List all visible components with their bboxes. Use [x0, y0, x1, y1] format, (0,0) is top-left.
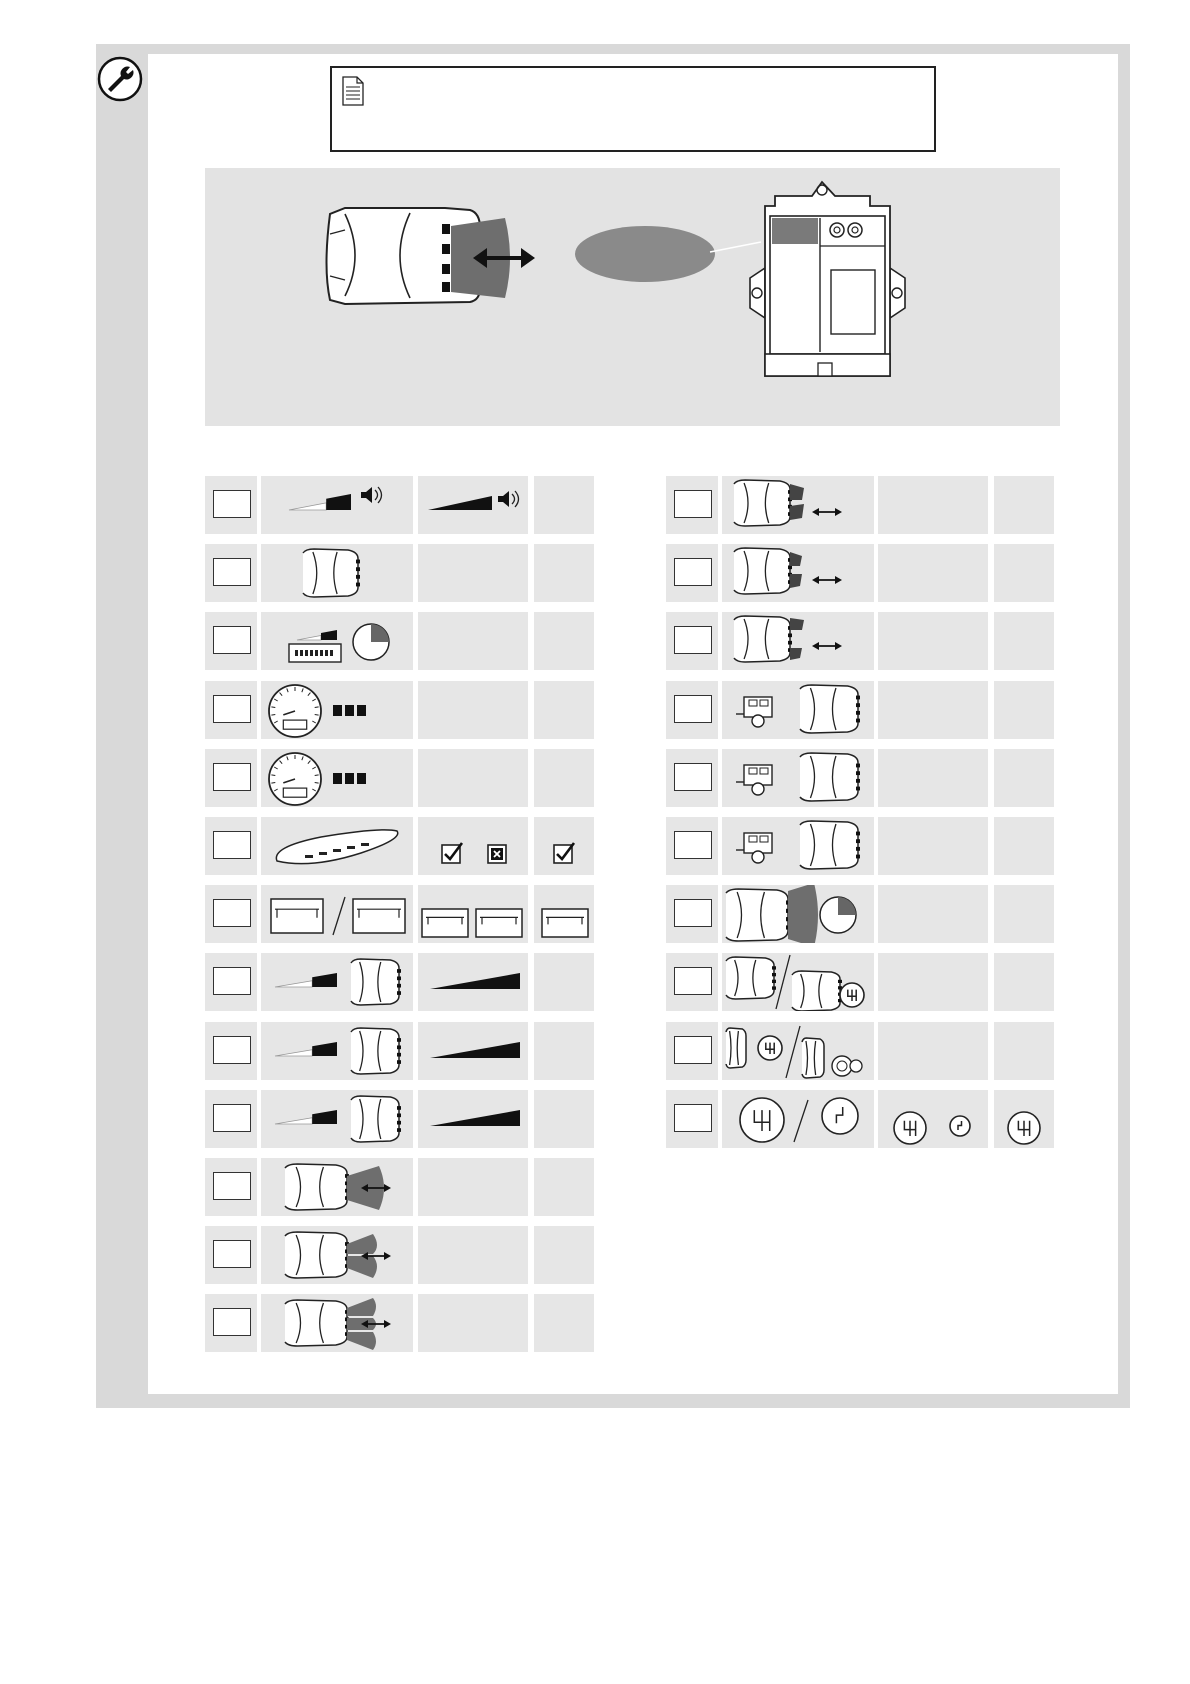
left-row-number-cell — [205, 612, 257, 670]
right-row-option-cell — [994, 681, 1054, 739]
left-row-number-cell — [205, 817, 257, 875]
car-rear-sensor-icon — [327, 208, 536, 304]
right-row-number-cell — [666, 1090, 718, 1148]
left-row-number-cell — [205, 681, 257, 739]
right-row-number-cell — [666, 885, 718, 943]
right-row-number-cell — [666, 544, 718, 602]
left-row-option-cell — [534, 1022, 594, 1080]
left-row-default-cell — [418, 476, 528, 534]
left-row-number-box[interactable] — [213, 763, 251, 791]
right-row-function-cell — [722, 953, 874, 1011]
check-cross-icon — [418, 817, 528, 875]
radio-timer-icon — [261, 612, 413, 670]
right-row-option-cell — [994, 1022, 1054, 1080]
volume-car-icon — [261, 953, 413, 1011]
right-row-default-cell — [878, 817, 988, 875]
control-module-icon — [750, 182, 905, 376]
right-row-number-box[interactable] — [674, 558, 712, 586]
right-row-default-cell — [878, 885, 988, 943]
gear-icon — [994, 1090, 1054, 1148]
right-row-function-cell — [722, 612, 874, 670]
left-row-option-cell — [534, 749, 594, 807]
left-row-number-box[interactable] — [213, 626, 251, 654]
right-row-function-cell — [722, 1022, 874, 1080]
mirror-led-icon — [261, 817, 413, 875]
left-row-function-cell — [261, 1158, 413, 1216]
left-row-option-cell — [534, 681, 594, 739]
note-box — [330, 66, 936, 152]
left-row-number-box[interactable] — [213, 1036, 251, 1064]
right-row-number-box[interactable] — [674, 695, 712, 723]
left-row-function-cell — [261, 476, 413, 534]
left-row-default-cell — [418, 612, 528, 670]
volume-car-icon — [261, 1022, 413, 1080]
car-reverse-gear-icon — [722, 953, 874, 1011]
gearbox-choice-icon — [722, 1090, 874, 1148]
right-row-option-cell — [994, 544, 1054, 602]
document-icon — [342, 76, 364, 106]
right-row-function-cell — [722, 681, 874, 739]
left-row-option-cell — [534, 953, 594, 1011]
left-row-number-box[interactable] — [213, 1240, 251, 1268]
left-row-number-box[interactable] — [213, 831, 251, 859]
right-row-number-cell — [666, 749, 718, 807]
right-row-option-cell — [994, 612, 1054, 670]
right-row-function-cell — [722, 1090, 874, 1148]
left-row-number-box[interactable] — [213, 1308, 251, 1336]
left-row-default-cell — [418, 544, 528, 602]
gear-pair-icon — [878, 1090, 988, 1148]
left-row-default-cell — [418, 817, 528, 875]
left-row-default-cell — [418, 885, 528, 943]
right-row-option-cell — [994, 1090, 1054, 1148]
right-row-function-cell — [722, 749, 874, 807]
left-row-option-cell — [534, 544, 594, 602]
volume-ramp-icon — [418, 953, 528, 1011]
left-row-number-cell — [205, 544, 257, 602]
right-row-number-cell — [666, 681, 718, 739]
left-row-option-cell — [534, 1226, 594, 1284]
right-row-default-cell — [878, 1022, 988, 1080]
right-row-default-cell — [878, 749, 988, 807]
trailer-car-icon — [722, 749, 874, 807]
right-row-number-box[interactable] — [674, 899, 712, 927]
left-row-option-cell — [534, 1158, 594, 1216]
left-row-default-cell — [418, 749, 528, 807]
bumper-choice-icon — [261, 885, 413, 943]
right-row-option-cell — [994, 885, 1054, 943]
left-row-number-cell — [205, 1022, 257, 1080]
car-zone-timer-icon — [722, 885, 874, 943]
left-row-number-box[interactable] — [213, 490, 251, 518]
right-row-default-cell — [878, 1090, 988, 1148]
right-row-number-box[interactable] — [674, 626, 712, 654]
right-row-option-cell — [994, 476, 1054, 534]
detection-zone-3-icon — [261, 1294, 413, 1352]
right-row-number-cell — [666, 612, 718, 670]
left-row-number-cell — [205, 749, 257, 807]
right-row-function-cell — [722, 544, 874, 602]
left-row-number-box[interactable] — [213, 695, 251, 723]
left-row-number-box[interactable] — [213, 1172, 251, 1200]
left-row-function-cell — [261, 544, 413, 602]
left-row-function-cell — [261, 1022, 413, 1080]
left-row-option-cell — [534, 476, 594, 534]
left-row-default-cell — [418, 681, 528, 739]
left-row-function-cell — [261, 612, 413, 670]
left-row-option-cell — [534, 885, 594, 943]
right-row-function-cell — [722, 476, 874, 534]
reverse-gear-ignition-icon — [722, 1022, 874, 1080]
trailer-car-icon — [722, 681, 874, 739]
left-row-function-cell — [261, 1090, 413, 1148]
right-row-default-cell — [878, 681, 988, 739]
left-row-default-cell — [418, 1090, 528, 1148]
car-sensor-range-3-icon — [722, 612, 874, 670]
right-row-number-box[interactable] — [674, 967, 712, 995]
speedometer-bars-icon — [261, 749, 413, 807]
right-row-number-box[interactable] — [674, 490, 712, 518]
left-row-default-cell — [418, 1022, 528, 1080]
left-row-number-box[interactable] — [213, 1104, 251, 1132]
bumper-pair-icon — [418, 885, 528, 943]
detection-zone-1-icon — [261, 1158, 413, 1216]
left-row-number-cell — [205, 1226, 257, 1284]
right-row-function-cell — [722, 817, 874, 875]
left-row-option-cell — [534, 817, 594, 875]
left-row-number-cell — [205, 953, 257, 1011]
left-row-function-cell — [261, 817, 413, 875]
right-row-default-cell — [878, 953, 988, 1011]
right-row-number-box[interactable] — [674, 1036, 712, 1064]
left-row-number-cell — [205, 1090, 257, 1148]
right-row-number-cell — [666, 1022, 718, 1080]
left-row-number-cell — [205, 885, 257, 943]
left-row-function-cell — [261, 885, 413, 943]
left-row-function-cell — [261, 1294, 413, 1352]
left-row-default-cell — [418, 1294, 528, 1352]
right-row-number-cell — [666, 476, 718, 534]
left-row-number-box[interactable] — [213, 899, 251, 927]
right-row-number-box[interactable] — [674, 1104, 712, 1132]
left-row-option-cell — [534, 1090, 594, 1148]
right-row-number-box[interactable] — [674, 763, 712, 791]
detection-zone-2-icon — [261, 1226, 413, 1284]
left-row-number-cell — [205, 1294, 257, 1352]
left-row-option-cell — [534, 612, 594, 670]
right-row-option-cell — [994, 817, 1054, 875]
left-row-number-box[interactable] — [213, 967, 251, 995]
speedometer-bars-icon — [261, 681, 413, 739]
right-row-option-cell — [994, 749, 1054, 807]
right-row-option-cell — [994, 953, 1054, 1011]
wrench-icon — [97, 56, 143, 102]
right-row-function-cell — [722, 885, 874, 943]
left-row-function-cell — [261, 953, 413, 1011]
car-rear-sensors-icon — [261, 544, 413, 602]
left-row-number-cell — [205, 1158, 257, 1216]
left-row-default-cell — [418, 1226, 528, 1284]
check-icon — [534, 817, 594, 875]
bumper-icon — [534, 885, 594, 943]
right-row-default-cell — [878, 544, 988, 602]
right-row-number-box[interactable] — [674, 831, 712, 859]
left-row-function-cell — [261, 1226, 413, 1284]
right-row-number-cell — [666, 817, 718, 875]
right-row-number-cell — [666, 953, 718, 1011]
left-row-default-cell — [418, 953, 528, 1011]
right-row-default-cell — [878, 612, 988, 670]
volume-car-icon — [261, 1090, 413, 1148]
volume-low-speaker-icon — [261, 476, 413, 534]
left-row-function-cell — [261, 681, 413, 739]
left-row-option-cell — [534, 1294, 594, 1352]
left-row-default-cell — [418, 1158, 528, 1216]
trailer-car-icon — [722, 817, 874, 875]
volume-ramp-icon — [418, 1090, 528, 1148]
car-sensor-range-1-icon — [722, 476, 874, 534]
volume-ramp-icon — [418, 1022, 528, 1080]
right-row-default-cell — [878, 476, 988, 534]
left-row-number-box[interactable] — [213, 558, 251, 586]
left-row-function-cell — [261, 749, 413, 807]
volume-high-speaker-icon — [418, 476, 528, 534]
label-ellipse — [575, 226, 715, 282]
left-row-number-cell — [205, 476, 257, 534]
installation-illustration — [205, 168, 1060, 426]
car-sensor-range-2-icon — [722, 544, 874, 602]
